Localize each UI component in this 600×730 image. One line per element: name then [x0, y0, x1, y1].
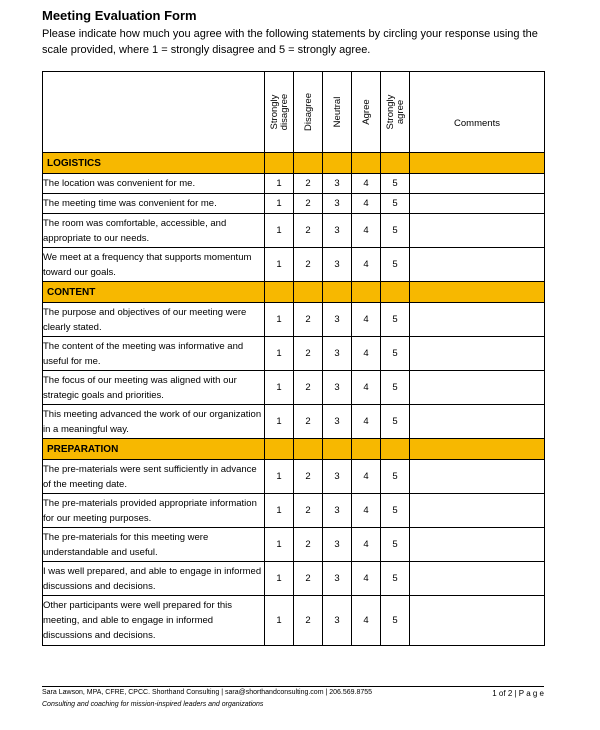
rating-option-4[interactable]: 4 [352, 494, 381, 528]
rating-option-3[interactable]: 3 [323, 596, 352, 646]
rating-option-3[interactable]: 3 [323, 562, 352, 596]
comments-cell[interactable] [410, 494, 545, 528]
question-row [43, 528, 545, 562]
rating-option-5[interactable]: 5 [381, 337, 410, 371]
question-row [43, 248, 545, 282]
scale-header-label: Disagree [303, 92, 314, 132]
section-header-row [43, 282, 545, 303]
question-text: This meeting advanced the work of our organization in a meaningful way. [43, 405, 265, 439]
rating-option-3[interactable]: 3 [323, 371, 352, 405]
question-text: The pre-materials were sent sufficiently in advance of the meeting date. [43, 460, 265, 494]
question-row [43, 174, 545, 194]
question-text: The purpose and objectives of our meeting were clearly stated. [43, 303, 265, 337]
scale-header-strongly-agree [381, 72, 410, 153]
scale-header-neutral [323, 72, 352, 153]
question-text: Other participants were well prepared for this meeting, and able to engage in informed discussions and decisions. [43, 596, 265, 646]
section-fill-cell [352, 282, 381, 303]
section-fill-cell [352, 439, 381, 460]
rating-option-2[interactable]: 2 [294, 248, 323, 282]
question-row [43, 405, 545, 439]
comments-cell[interactable] [410, 528, 545, 562]
rating-option-4[interactable]: 4 [352, 214, 381, 248]
rating-option-1[interactable]: 1 [265, 494, 294, 528]
section-fill-cell [265, 439, 294, 460]
question-text: The pre-materials provided appropriate information for our meeting purposes. [43, 494, 265, 528]
rating-option-4[interactable]: 4 [352, 194, 381, 214]
question-header-cell [43, 72, 265, 153]
comments-cell[interactable] [410, 248, 545, 282]
rating-option-1[interactable]: 1 [265, 248, 294, 282]
form-title: Meeting Evaluation Form [42, 8, 197, 23]
section-fill-cell [294, 439, 323, 460]
comments-cell[interactable] [410, 303, 545, 337]
question-text: The room was comfortable, accessible, and appropriate to our needs. [43, 214, 265, 248]
rating-option-5[interactable]: 5 [381, 528, 410, 562]
section-fill-cell [352, 153, 381, 174]
rating-option-2[interactable]: 2 [294, 194, 323, 214]
section-title: CONTENT [43, 282, 265, 303]
comments-cell[interactable] [410, 562, 545, 596]
table-header-row [43, 72, 545, 153]
rating-option-1[interactable]: 1 [265, 303, 294, 337]
section-header-row [43, 439, 545, 460]
rating-option-2[interactable]: 2 [294, 596, 323, 646]
section-fill-cell [265, 282, 294, 303]
scale-header-label: Neutral [332, 96, 343, 128]
rating-option-5[interactable]: 5 [381, 405, 410, 439]
rating-option-4[interactable]: 4 [352, 337, 381, 371]
rating-option-5[interactable]: 5 [381, 214, 410, 248]
rating-option-2[interactable]: 2 [294, 214, 323, 248]
rating-option-2[interactable]: 2 [294, 337, 323, 371]
question-text: I was well prepared, and able to engage in informed discussions and decisions. [43, 562, 265, 596]
comments-cell[interactable] [410, 337, 545, 371]
rating-option-3[interactable]: 3 [323, 174, 352, 194]
section-fill-cell [410, 282, 545, 303]
rating-option-2[interactable]: 2 [294, 174, 323, 194]
rating-option-3[interactable]: 3 [323, 460, 352, 494]
question-row [43, 562, 545, 596]
scale-header-label: Strongly disagree [269, 93, 290, 131]
rating-option-5[interactable]: 5 [381, 248, 410, 282]
rating-option-4[interactable]: 4 [352, 460, 381, 494]
scale-header-disagree [294, 72, 323, 153]
form-instructions: Please indicate how much you agree with the following statements by circling your response using the scale provided, where 1 = strongly disagree and 5 = strongly agree. [42, 28, 538, 56]
question-row [43, 596, 545, 646]
comments-cell[interactable] [410, 371, 545, 405]
scale-header-agree [352, 72, 381, 153]
section-fill-cell [381, 153, 410, 174]
rating-option-1[interactable]: 1 [265, 337, 294, 371]
rating-option-1[interactable]: 1 [265, 562, 294, 596]
rating-option-3[interactable]: 3 [323, 303, 352, 337]
section-fill-cell [381, 282, 410, 303]
rating-option-2[interactable]: 2 [294, 460, 323, 494]
rating-option-5[interactable]: 5 [381, 494, 410, 528]
rating-option-3[interactable]: 3 [323, 248, 352, 282]
rating-option-4[interactable]: 4 [352, 528, 381, 562]
footer-contact: Sara Lawson, MPA, CFRE, CPCC. Shorthand Consulting | sara@shorthandconsulting.com | 206.569.8755 [42, 689, 373, 696]
rating-option-5[interactable]: 5 [381, 460, 410, 494]
rating-option-5[interactable]: 5 [381, 303, 410, 337]
section-fill-cell [410, 439, 545, 460]
rating-option-2[interactable]: 2 [294, 562, 323, 596]
scale-header-label: Agree [361, 99, 372, 125]
rating-option-1[interactable]: 1 [265, 174, 294, 194]
question-row [43, 194, 545, 214]
section-fill-cell [381, 439, 410, 460]
rating-option-4[interactable]: 4 [352, 596, 381, 646]
rating-option-5[interactable]: 5 [381, 194, 410, 214]
question-text: The pre-materials for this meeting were understandable and useful. [43, 528, 265, 562]
rating-option-5[interactable]: 5 [381, 174, 410, 194]
evaluation-table [42, 71, 545, 646]
section-fill-cell [294, 282, 323, 303]
evaluation-table-body [43, 153, 545, 646]
question-row [43, 214, 545, 248]
comments-cell[interactable] [410, 214, 545, 248]
scale-header-label: Strongly agree [385, 94, 406, 130]
question-text: The location was convenient for me. [43, 174, 265, 194]
comments-cell[interactable] [410, 174, 545, 194]
question-row [43, 460, 545, 494]
rating-option-1[interactable]: 1 [265, 371, 294, 405]
rating-option-4[interactable]: 4 [352, 303, 381, 337]
rating-option-3[interactable]: 3 [323, 405, 352, 439]
comments-cell[interactable] [410, 460, 545, 494]
question-text: The meeting time was convenient for me. [43, 194, 265, 214]
rating-option-1[interactable]: 1 [265, 405, 294, 439]
section-fill-cell [323, 439, 352, 460]
question-text: The content of the meeting was informative and useful for me. [43, 337, 265, 371]
comments-cell[interactable] [410, 194, 545, 214]
scale-header-strongly-disagree [265, 72, 294, 153]
section-fill-cell [265, 153, 294, 174]
rating-option-3[interactable]: 3 [323, 194, 352, 214]
footer-page-number: 1 of 2 | P a g e [492, 689, 544, 698]
rating-option-3[interactable]: 3 [323, 528, 352, 562]
rating-option-1[interactable]: 1 [265, 194, 294, 214]
rating-option-4[interactable]: 4 [352, 174, 381, 194]
page-footer [42, 686, 544, 708]
question-text: The focus of our meeting was aligned with our strategic goals and priorities. [43, 371, 265, 405]
section-fill-cell [410, 153, 545, 174]
rating-option-5[interactable]: 5 [381, 596, 410, 646]
rating-option-3[interactable]: 3 [323, 494, 352, 528]
section-fill-cell [323, 153, 352, 174]
rating-option-1[interactable]: 1 [265, 528, 294, 562]
rating-option-4[interactable]: 4 [352, 405, 381, 439]
rating-option-5[interactable]: 5 [381, 562, 410, 596]
rating-option-2[interactable]: 2 [294, 371, 323, 405]
question-row [43, 303, 545, 337]
rating-option-3[interactable]: 3 [323, 337, 352, 371]
question-row [43, 337, 545, 371]
rating-option-1[interactable]: 1 [265, 214, 294, 248]
footer-tagline: Consulting and coaching for mission-inspired leaders and organizations [42, 701, 264, 708]
rating-option-4[interactable]: 4 [352, 248, 381, 282]
section-fill-cell [323, 282, 352, 303]
rating-option-3[interactable]: 3 [323, 214, 352, 248]
rating-option-2[interactable]: 2 [294, 528, 323, 562]
rating-option-5[interactable]: 5 [381, 371, 410, 405]
section-fill-cell [294, 153, 323, 174]
comments-header: Comments [410, 72, 545, 153]
rating-option-1[interactable]: 1 [265, 460, 294, 494]
question-row [43, 494, 545, 528]
rating-option-1[interactable]: 1 [265, 596, 294, 646]
rating-option-4[interactable]: 4 [352, 562, 381, 596]
section-title: LOGISTICS [43, 153, 265, 174]
section-header-row [43, 153, 545, 174]
comments-cell[interactable] [410, 405, 545, 439]
question-row [43, 371, 545, 405]
rating-option-2[interactable]: 2 [294, 303, 323, 337]
comments-cell[interactable] [410, 596, 545, 646]
section-title: PREPARATION [43, 439, 265, 460]
rating-option-2[interactable]: 2 [294, 405, 323, 439]
rating-option-4[interactable]: 4 [352, 371, 381, 405]
rating-option-2[interactable]: 2 [294, 494, 323, 528]
question-text: We meet at a frequency that supports momentum toward our goals. [43, 248, 265, 282]
